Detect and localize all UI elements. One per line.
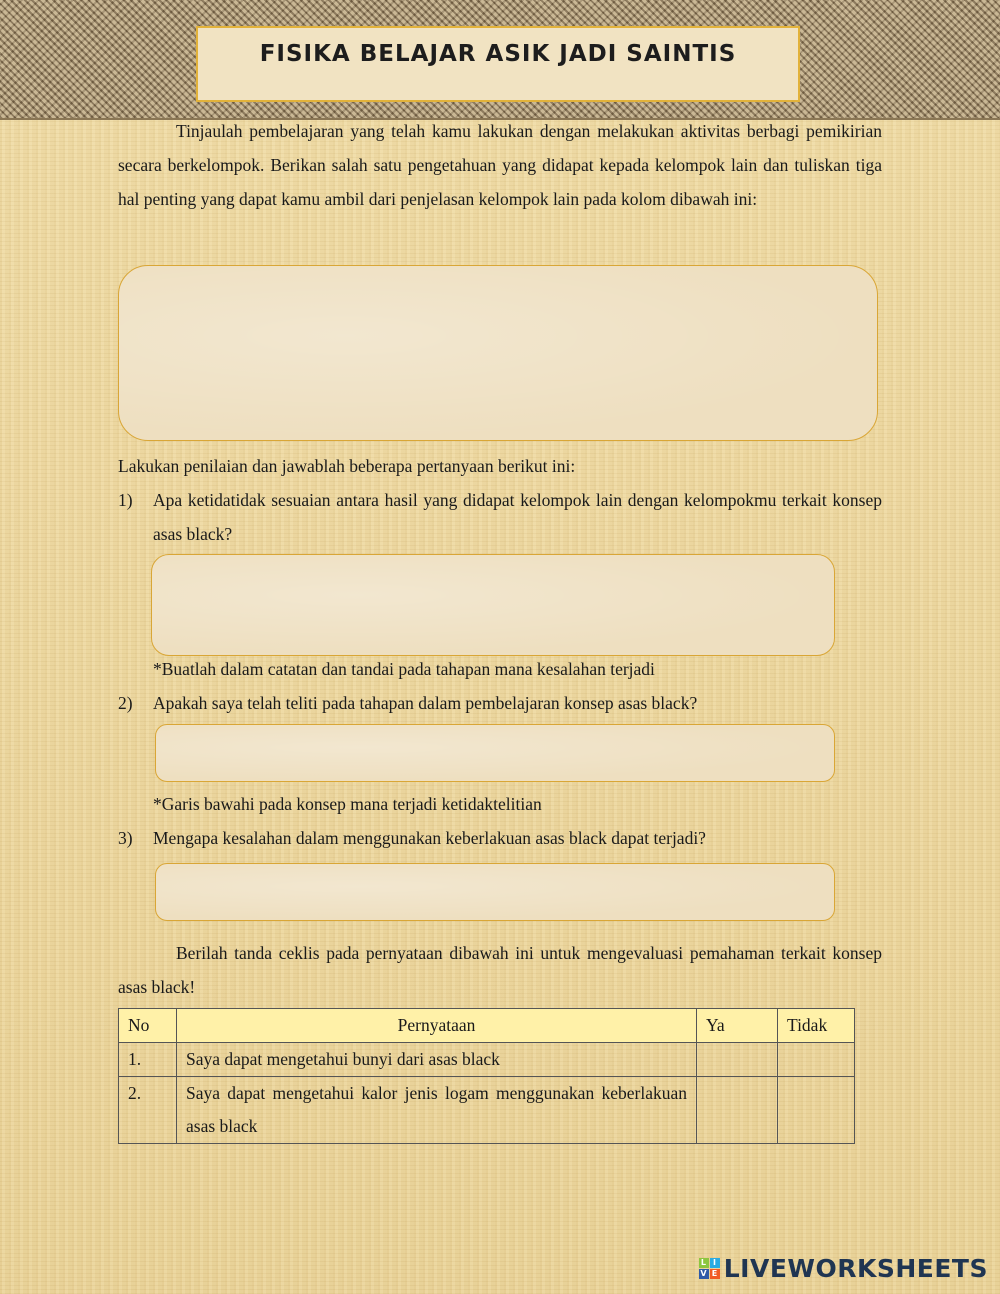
answer-box-knowledge[interactable] bbox=[118, 265, 878, 441]
question-2-text: Apakah saya telah teliti pada tahapan dalam pembelajaran konsep asas black? bbox=[153, 693, 698, 713]
header-no: No bbox=[119, 1009, 177, 1043]
row-1-no-checkbox[interactable] bbox=[778, 1043, 855, 1077]
header-yes: Ya bbox=[697, 1009, 778, 1043]
question-1-number: 1) bbox=[118, 490, 133, 510]
table-row bbox=[119, 1077, 855, 1144]
row-2-yes-checkbox[interactable] bbox=[697, 1077, 778, 1144]
question-2-number: 2) bbox=[118, 693, 133, 713]
intro-text: Tinjaulah pembelajaran yang telah kamu lakukan dengan melakukan aktivitas berbagi pemikirian secara berkelompok. Berikan salah satu pengetahuan yang didapat kepada kelompok lain dan tuliskan tiga hal penting yang dapat kamu ambil dari penjelasan kelompok lain pada kolom dibawah ini: bbox=[118, 121, 882, 209]
row-2-number: 2. bbox=[119, 1077, 177, 1144]
question-1-note: *Buatlah dalam catatan dan tandai pada tahapan mana kesalahan terjadi bbox=[153, 659, 655, 679]
assessment-intro: Lakukan penilaian dan jawablah beberapa pertanyaan berikut ini: bbox=[118, 456, 576, 476]
row-1-yes-checkbox[interactable] bbox=[697, 1043, 778, 1077]
row-1-statement: Saya dapat mengetahui bunyi dari asas black bbox=[177, 1043, 697, 1077]
question-3-text: Mengapa kesalahan dalam menggunakan keberlakuan asas black dapat terjadi? bbox=[153, 828, 706, 848]
header-no-answer: Tidak bbox=[778, 1009, 855, 1043]
intro-paragraph bbox=[118, 114, 882, 216]
logo-letter-v: V bbox=[700, 1269, 708, 1278]
question-2-note: *Garis bawahi pada konsep mana terjadi ketidaktelitian bbox=[153, 794, 542, 814]
answer-box-question-1[interactable] bbox=[151, 554, 835, 656]
logo-letter-l: L bbox=[699, 1258, 709, 1268]
checklist-intro bbox=[118, 936, 882, 1004]
evaluation-table bbox=[118, 1008, 855, 1144]
logo-letter-e: E bbox=[710, 1269, 720, 1279]
question-3-number: 3) bbox=[118, 828, 133, 848]
answer-box-question-3[interactable] bbox=[155, 863, 835, 921]
page-title: FISIKA BELAJAR ASIK JADI SAINTIS bbox=[259, 41, 737, 67]
header-statement: Pernyataan bbox=[177, 1009, 697, 1043]
liveworksheets-logo[interactable] bbox=[699, 1254, 988, 1283]
table-header-row bbox=[119, 1009, 855, 1043]
logo-letter-i: I bbox=[710, 1258, 720, 1268]
brand-name: LIVEWORKSHEETS bbox=[723, 1254, 988, 1283]
checklist-intro-text: Berilah tanda ceklis pada pernyataan dibawah ini untuk mengevaluasi pemahaman terkait konsep asas black! bbox=[118, 943, 882, 997]
row-2-statement: Saya dapat mengetahui kalor jenis logam menggunakan keberlakuan asas black bbox=[177, 1077, 697, 1144]
row-1-number: 1. bbox=[119, 1043, 177, 1077]
table-row bbox=[119, 1043, 855, 1077]
row-2-no-checkbox[interactable] bbox=[778, 1077, 855, 1144]
question-1-text: Apa ketidatidak sesuaian antara hasil yang didapat kelompok lain dengan kelompokmu terkait konsep asas black? bbox=[153, 490, 882, 544]
answer-box-question-2[interactable] bbox=[155, 724, 835, 782]
liveworksheets-logo-icon bbox=[699, 1258, 720, 1279]
title-box bbox=[196, 26, 800, 102]
